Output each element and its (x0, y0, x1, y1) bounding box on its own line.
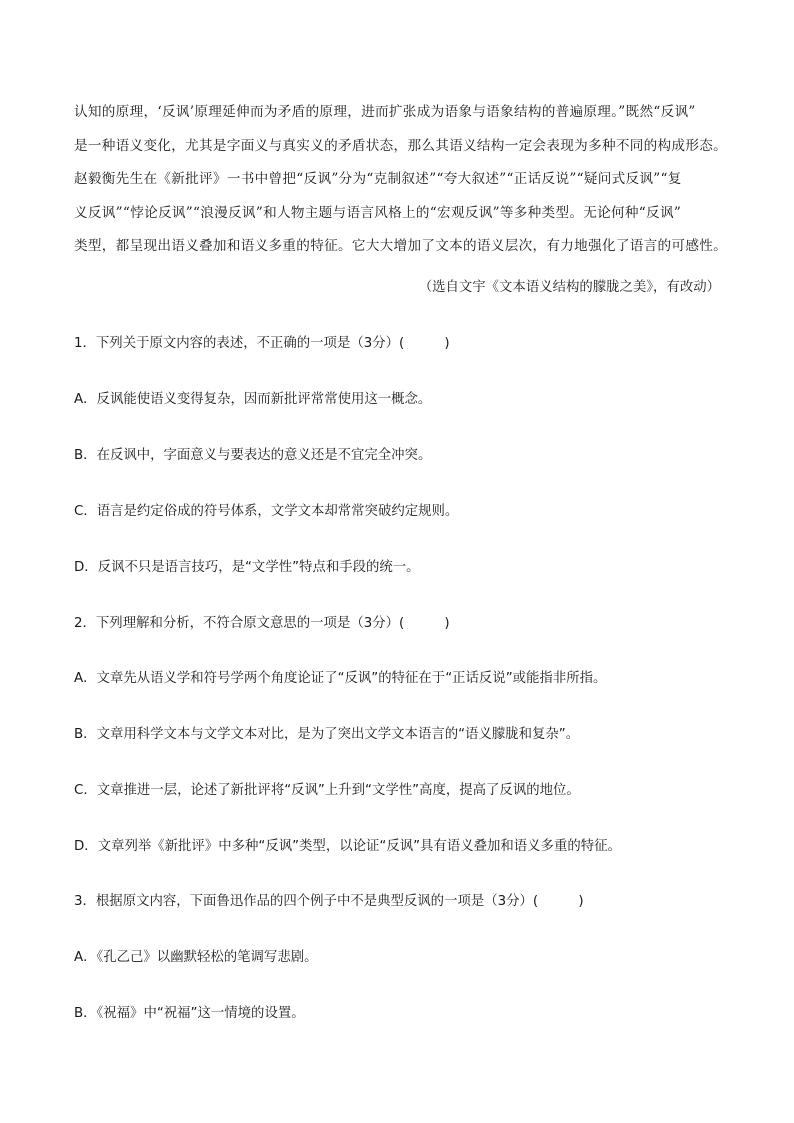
question-2-stem: 2．下列理解和分析，不符合原文意思的一项是（3分）( ) (74, 616, 450, 631)
question-3-stem: 3．根据原文内容，下面鲁迅作品的四个例子中不是典型反讽的一项是（3分）( ) (74, 894, 584, 909)
passage-line: 赵毅衡先生在《新批评》一书中曾把“反讽”分为“克制叙述”“夸大叙述”“正话反说”“疑问式反讽”“复 (74, 171, 682, 187)
question-2-option-d: D．文章列举《新批评》中多种“反讽”类型，以论证“反讽”具有语义叠加和语义多重的特征。 (74, 839, 621, 854)
question-2-option-c: C．文章推进一层，论述了新批评将“反讽”上升到“文学性”高度，提高了反讽的地位。 (74, 783, 580, 798)
question-1-stem: 1．下列关于原文内容的表述，不正确的一项是（3分）( ) (74, 336, 450, 351)
passage-line: 是一种语义变化，尤其是字面义与真实义的矛盾状态，那么其语义结构一定会表现为多种不同的构成形态。 (74, 137, 728, 154)
question-1-option-a: A．反讽能使语义变得复杂，因而新批评常常使用这一概念。 (74, 392, 432, 407)
passage-text (74, 96, 734, 264)
question-2-option-a: A．文章先从语义学和符号学两个角度论证了“反讽”的特征在于“正话反说”或能指非所指。 (74, 671, 607, 686)
question-3-option-a: A．《孔乙己》以幽默轻松的笔调写悲剧。 (74, 950, 318, 965)
passage-line: 认知的原理，‘反讽’原理延伸而为矛盾的原理，进而扩张成为语象与语象结构的普遍原理。”既然“反讽” (74, 104, 696, 120)
passage-line: 义反讽”“悖论反讽”“浪漫反讽”和人物主题与语言风格上的“宏观反讽”等多种类型。无论何种“反讽” (74, 204, 682, 221)
passage-line: 类型，都呈现出语义叠加和语义多重的特征。它大大增加了文本的语义层次，有力地强化了语言的可感性。 (74, 238, 728, 254)
question-1-option-d: D．反讽不只是语言技巧，是“文学性”特点和手段的统一。 (74, 560, 420, 575)
source-citation: （选自文宇《文本语义结构的朦胧之美》，有改动） (418, 280, 720, 295)
question-2-option-b: B．文章用科学文本与文学文本对比，是为了突出文学文本语言的“语义朦胧和复杂”。 (74, 727, 580, 742)
question-3-option-b: B．《祝福》中“祝福”这一情境的设置。 (74, 1006, 305, 1021)
question-1-option-b: B．在反讽中，字面意义与要表达的意义还是不宜完全冲突。 (74, 448, 432, 463)
question-1-option-c: C．语言是约定俗成的符号体系，文学文本却常常突破约定规则。 (74, 504, 459, 519)
